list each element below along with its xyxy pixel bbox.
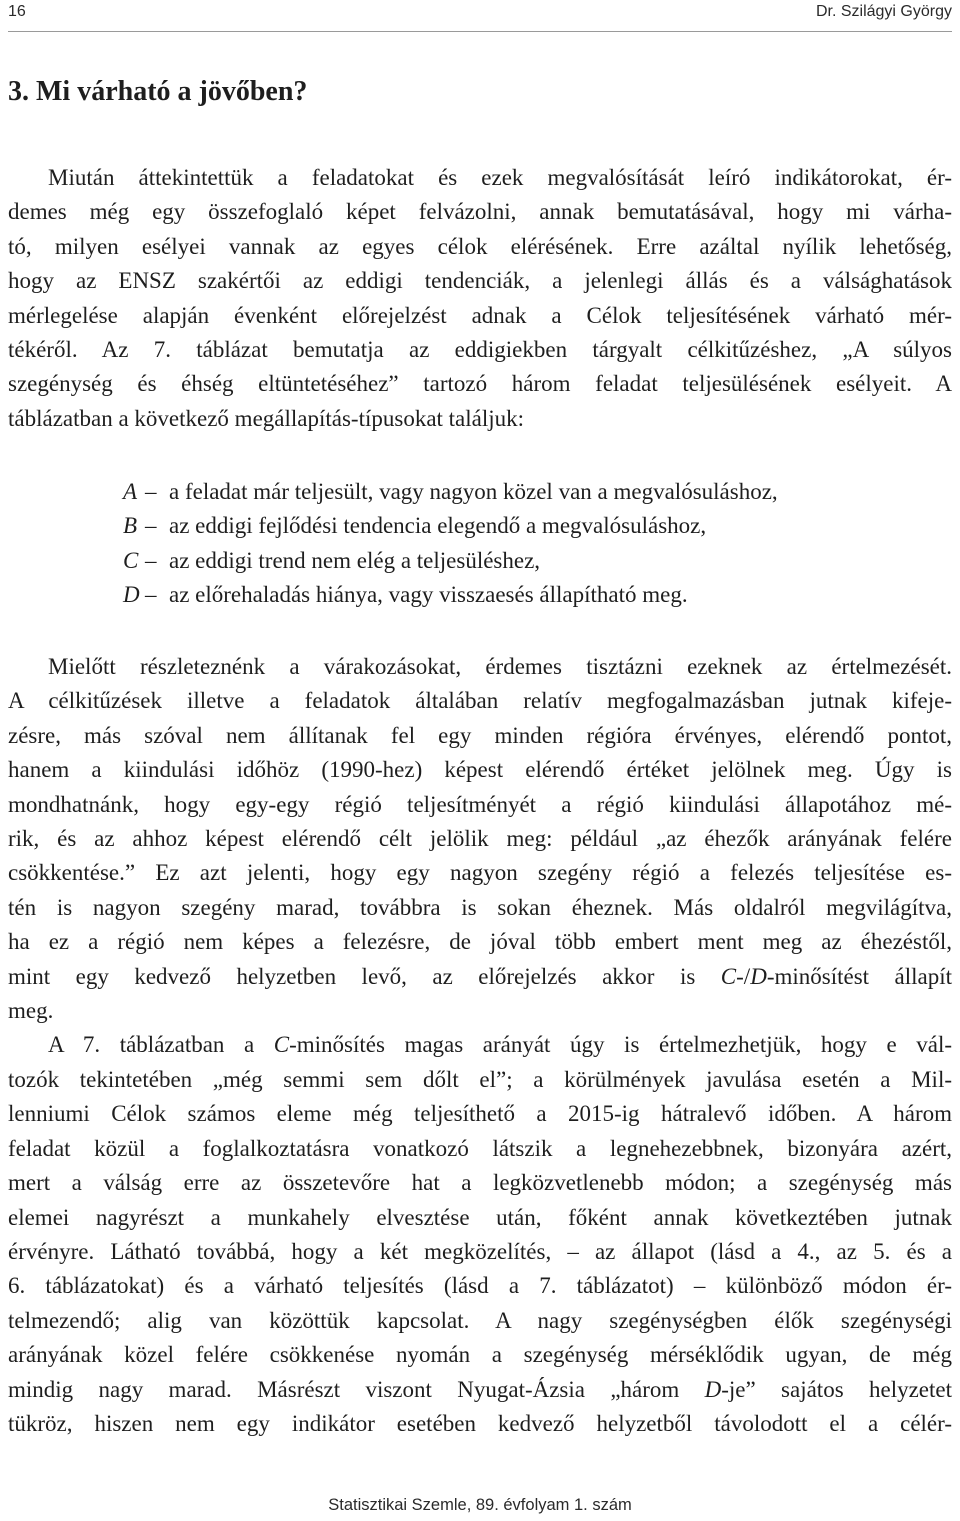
list-text: a feladat már teljesült, vagy nagyon közel van a megvalósuláshoz,: [169, 479, 778, 504]
text-line: [8, 960, 952, 994]
text-line: [8, 891, 952, 925]
text-run: meg.: [8, 998, 54, 1024]
text-run: mint egy kedvező helyzetben levő, az előrejelzés akkor is: [8, 963, 721, 989]
paragraph-1: [8, 161, 952, 436]
page-header: [8, 0, 952, 32]
text-line: [8, 367, 952, 401]
list-dash: –: [145, 479, 157, 504]
text-line: [8, 195, 952, 229]
text-run: A 7. táblázatban a: [48, 1032, 274, 1058]
list-item: [123, 578, 943, 612]
text-run: arányának közel felére csökkenése nyomán a szegénység mérséklődik ugyan, de még: [8, 1342, 952, 1368]
text-run: hogy az ENSZ szakértői az eddigi tendenciák, a jelenlegi állás és a válsághatások: [8, 268, 952, 294]
text-line: [8, 994, 952, 1028]
list-letter: C: [123, 547, 139, 573]
text-line: [8, 299, 952, 333]
paragraph-2: [8, 650, 952, 1028]
text-line: [8, 333, 952, 367]
text-line: [8, 1269, 952, 1303]
list-letter: D: [123, 582, 140, 608]
rating-legend-list: [123, 475, 943, 613]
list-letter: B: [123, 513, 138, 539]
page-number: 16: [8, 3, 26, 20]
list-text: az eddigi fejlődési tendencia elegendő a megvalósuláshoz,: [169, 513, 707, 539]
text-run: Mielőtt részleteznénk a várakozásokat, érdemes tisztázni ezeknek az értelmezését.: [48, 654, 952, 679]
text-line: [8, 925, 952, 959]
text-run: rik, és az ahhoz képest elérendő célt jelölik meg: például „az éhezők arányának felére: [8, 826, 952, 852]
text-run: tozók tekintetében „még semmi sem dőlt el”; a körülmények javulása esetén a Mil-: [8, 1066, 952, 1092]
text-run: -minősítés magas arányát úgy is értelmezhetjük, hogy e vál-: [289, 1032, 952, 1058]
page-footer: Statisztikai Szemle, 89. évfolyam 1. szám: [328, 1496, 632, 1514]
text-run: mindig nagy marad. Másrészt viszont Nyugat-Ázsia „három: [8, 1376, 705, 1402]
text-line: [8, 753, 952, 787]
text-line: [8, 1407, 952, 1441]
body-text: [8, 650, 952, 1441]
text-line: [8, 650, 952, 684]
italic-text: D: [704, 1376, 722, 1402]
text-run: hanem a kiindulási időhöz (1990-hez) képest elérendő értéket jelölnek meg. Úgy is: [8, 757, 952, 783]
italic-text: C: [273, 1032, 290, 1058]
text-run: táblázatban a következő megállapítás-típusokat találjuk:: [8, 405, 525, 431]
list-dash: –: [145, 547, 157, 573]
text-run: ha ez a régió nem képes a felezésre, de jóval több embert ment meg az éhezéstől,: [8, 929, 952, 955]
list-text: az eddigi trend nem elég a teljesüléshez,: [169, 547, 541, 573]
text-run: csökkentése.” Ez azt jelenti, hogy egy nagyon szegény régió a felezés teljesítése es-: [8, 860, 952, 886]
text-run: zésre, más szóval nem állítanak fel egy minden régióra érvényes, elérendő pontot,: [8, 722, 952, 748]
text-run: -je” sajátos helyzetet: [721, 1376, 952, 1402]
text-line: [8, 684, 952, 718]
text-line: [8, 1028, 952, 1062]
text-run: demes még egy összefoglaló képet felvázolni, annak bemutatásával, hogy mi várha-: [8, 199, 952, 225]
list-item: [123, 475, 943, 509]
text-line: [8, 822, 952, 856]
text-line: [8, 1338, 952, 1372]
text-run: Miután áttekintettük a feladatokat és ezek megvalósítását leíró indikátorokat, ér-: [48, 165, 952, 190]
paragraph-3: [8, 1028, 952, 1441]
text-run: -/: [736, 963, 751, 989]
text-line: [8, 1132, 952, 1166]
text-line: [8, 788, 952, 822]
text-line: [8, 161, 952, 195]
text-line: [8, 230, 952, 264]
text-line: [8, 1097, 952, 1131]
text-line: [8, 856, 952, 890]
section-title: 3. Mi várható a jövőben?: [8, 76, 308, 107]
text-line: [8, 402, 952, 436]
text-run: tükröz, hiszen nem egy indikátor esetében kedvező helyzetből távolodott el a célér-: [8, 1410, 952, 1436]
italic-text: D: [750, 963, 767, 989]
text-run: mérlegelése alapján évenként előrejelzést adnak a Célok teljesítésének várható mér-: [8, 302, 952, 328]
text-run: tén is nagyon szegény marad, továbbra is sokan éheznek. Más oldalról megvilágítva,: [8, 894, 952, 920]
text-run: tékéről. Az 7. táblázat bemutatja az eddigiekben tárgyalt célkitűzéshez, „A súlyos: [8, 337, 952, 363]
text-run: -minősítést állapít: [766, 963, 952, 989]
text-run: mondhatnánk, hogy egy-egy régió teljesítményét a régió kiindulási állapotához mé-: [8, 791, 952, 817]
text-line: [8, 264, 952, 298]
list-letter: A: [123, 479, 138, 504]
text-run: lenniumi Célok számos eleme még teljesíthető a 2015-ig hátralevő időben. A három: [8, 1101, 952, 1127]
list-item: [123, 509, 943, 543]
text-run: 6. táblázatokat) és a várható teljesítés (lásd a 7. táblázatot) – különböző módon ér-: [8, 1273, 952, 1299]
list-item: [123, 544, 943, 578]
text-line: [8, 1201, 952, 1235]
text-line: [8, 1304, 952, 1338]
list-text: az előrehaladás hiánya, vagy visszaesés állapítható meg.: [169, 582, 688, 608]
text-line: [8, 1166, 952, 1200]
text-run: A célkitűzések illetve a feladatok általában relatív megfogalmazásban jutnak kifeje-: [8, 688, 952, 714]
text-run: elemei nagyrészt a munkahely elvesztése után, főként annak következtében jutnak: [8, 1204, 952, 1230]
text-line: [8, 1063, 952, 1097]
text-run: telmezendő; alig van közöttük kapcsolat. A nagy szegénységben élők szegénységi: [8, 1307, 952, 1333]
text-line: [8, 1373, 952, 1407]
list-dash: –: [145, 582, 157, 608]
running-head: Dr. Szilágyi György: [815, 3, 952, 20]
text-line: [8, 1235, 952, 1269]
text-run: feladat közül a foglalkoztatásra vonatkozó látszik a legnehezebbnek, bizonyára azért,: [8, 1135, 952, 1161]
text-run: tó, milyen esélyei vannak az egyes célok elérésének. Erre azáltal nyílik lehetőség,: [8, 233, 952, 259]
italic-text: C: [720, 963, 737, 989]
list-dash: –: [145, 513, 157, 539]
text-run: érvényre. Látható továbbá, hogy a két megközelítés, – az állapot (lásd a 4., az 5. és a: [8, 1238, 952, 1264]
text-run: szegénység és éhség eltüntetéséhez” tartozó három feladat teljesülésének esélyeit. A: [8, 371, 952, 397]
text-run: mert a válság erre az összetevőre hat a legközvetlenebb módon; a szegénység más: [8, 1170, 952, 1196]
text-line: [8, 719, 952, 753]
